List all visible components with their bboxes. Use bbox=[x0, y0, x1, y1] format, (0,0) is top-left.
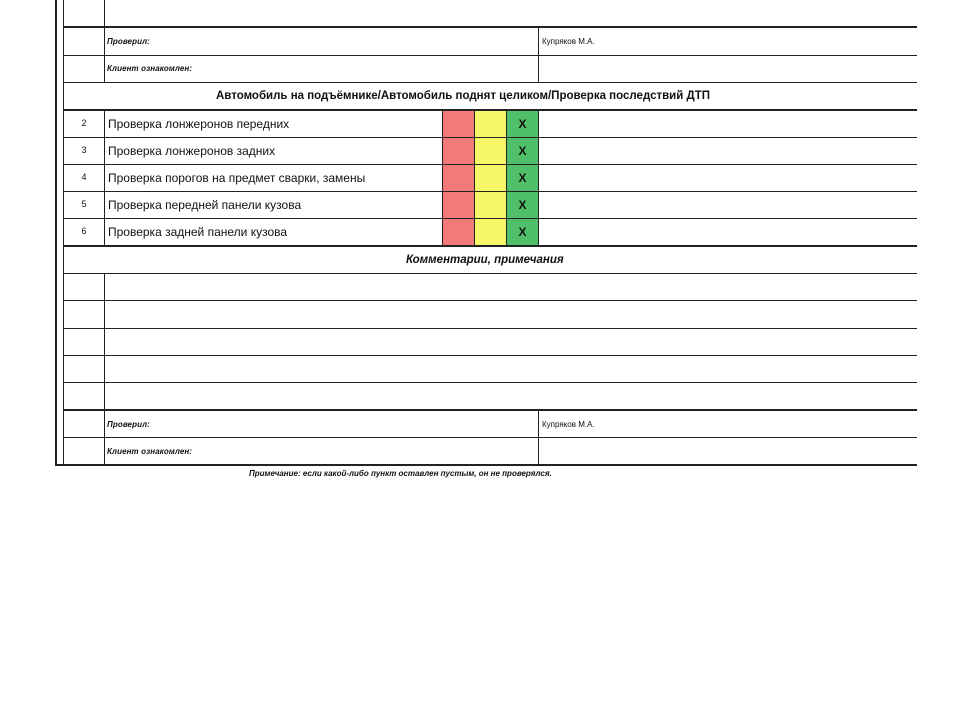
item-number: 6 bbox=[81, 226, 87, 236]
status-mark: X bbox=[518, 144, 527, 158]
grid-line bbox=[104, 110, 105, 246]
grid-line bbox=[63, 273, 917, 274]
item-label: Проверка лонжеронов передних bbox=[108, 117, 290, 131]
status-yellow-cell bbox=[475, 219, 506, 245]
status-mark: X bbox=[518, 171, 527, 185]
status-red-cell bbox=[443, 165, 474, 191]
status-mark: X bbox=[518, 198, 527, 212]
client-acknowledged-label: Клиент ознакомлен: bbox=[107, 64, 193, 73]
item-label: Проверка передней панели кузова bbox=[108, 198, 302, 212]
bottom-client-acknowledged-label: Клиент ознакомлен: bbox=[107, 447, 193, 456]
grid-line bbox=[104, 0, 105, 27]
item-number: 4 bbox=[81, 172, 87, 182]
status-mark: X bbox=[518, 225, 527, 239]
status-red-cell bbox=[443, 138, 474, 164]
grid-line bbox=[104, 274, 105, 410]
checked-label: Проверил: bbox=[107, 37, 150, 46]
sheet-bottom-border bbox=[55, 464, 917, 466]
footer-note: Примечание: если какой-либо пункт оставлен пустым, он не проверялся. bbox=[249, 469, 552, 478]
item-number: 3 bbox=[81, 145, 87, 155]
grid-line bbox=[63, 409, 917, 411]
grid-line bbox=[474, 110, 475, 246]
status-yellow-cell bbox=[475, 111, 506, 137]
item-number: 2 bbox=[81, 118, 87, 128]
inspection-sheet bbox=[55, 0, 917, 466]
grid-line bbox=[63, 218, 917, 219]
grid-line bbox=[63, 55, 917, 56]
comment-row-line bbox=[63, 355, 917, 356]
grid-line bbox=[506, 110, 507, 246]
grid-line bbox=[63, 164, 917, 165]
grid-line bbox=[63, 82, 917, 83]
section-title: Автомобиль на подъёмнике/Автомобиль поднят целиком/Проверка последствий ДТП bbox=[216, 90, 711, 102]
grid-line bbox=[442, 110, 443, 246]
status-red-cell bbox=[443, 111, 474, 137]
bottom-checked-label: Проверил: bbox=[107, 420, 150, 429]
status-mark: X bbox=[518, 117, 527, 131]
status-yellow-cell bbox=[475, 192, 506, 218]
comment-row-line bbox=[63, 300, 917, 301]
comments-title: Комментарии, примечания bbox=[406, 254, 564, 266]
item-label: Проверка лонжеронов задних bbox=[108, 144, 276, 158]
grid-line bbox=[63, 137, 917, 138]
item-number: 5 bbox=[81, 199, 87, 209]
bottom-checked-name: Купряков М.А. bbox=[542, 420, 595, 429]
grid-line bbox=[63, 191, 917, 192]
comment-row-line bbox=[63, 328, 917, 329]
status-yellow-cell bbox=[475, 138, 506, 164]
comment-row-line bbox=[63, 382, 917, 383]
item-label: Проверка порогов на предмет сварки, замены bbox=[108, 171, 366, 185]
status-red-cell bbox=[443, 192, 474, 218]
checked-name: Купряков М.А. bbox=[542, 37, 595, 46]
grid-line bbox=[63, 437, 917, 438]
sheet-left-border bbox=[55, 0, 57, 466]
grid-line bbox=[63, 26, 917, 28]
grid-line bbox=[63, 245, 917, 247]
item-label: Проверка задней панели кузова bbox=[108, 225, 288, 239]
grid-line bbox=[538, 110, 539, 246]
status-red-cell bbox=[443, 219, 474, 245]
status-yellow-cell bbox=[475, 165, 506, 191]
